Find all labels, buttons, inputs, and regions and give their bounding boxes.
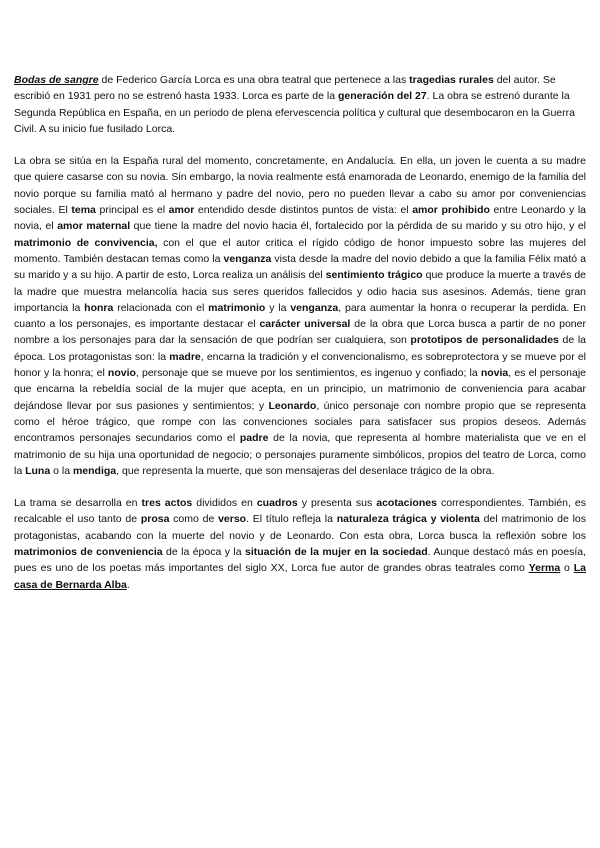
text-run: relacionada con el [113, 301, 209, 314]
bold-term: naturaleza trágica y violenta [336, 513, 480, 526]
bold-term: matrimonios de conveniencia [14, 546, 163, 559]
bold-term: Leonardo [268, 399, 317, 412]
paragraph-intro [14, 72, 586, 137]
paragraph-summary [14, 153, 586, 479]
text-run: con el que el autor critica el rígido código de honor impuesto sobre las mujeres del momento. También destacan temas como la [14, 236, 586, 265]
text-run: como de [169, 513, 219, 526]
text-run: de la época y la [162, 546, 245, 559]
text-run: . [126, 578, 130, 591]
text-run: divididos en [192, 497, 257, 510]
text-run: . La obra se estrenó durante la Segunda República en España, en un periodo de plena efervescencia política y cultural que desembocaron en la Guerra Civil. A su inicio fue fusilado Lorca. [14, 90, 575, 135]
bold-term: prototipos de personalidades [410, 334, 559, 347]
paragraph-structure [14, 495, 586, 593]
bold-term: situación de la mujer en la sociedad [244, 546, 428, 559]
work-title: Bodas de sangre [14, 74, 99, 86]
text-run: del autor. Se escribió en 1931 pero no se estrenó hasta 1933. Lorca es parte de la [14, 74, 556, 103]
bold-term: cuadros [256, 497, 298, 510]
bold-term: venganza [223, 252, 272, 265]
bold-term: matrimonio de convivencia, [14, 236, 158, 249]
bold-term: tres actos [141, 497, 193, 510]
bold-term: generación del 27 [337, 90, 427, 103]
text-run: y la [265, 301, 291, 314]
text-run: . Aunque destacó más en poesía, pues es uno de los poetas más importantes del siglo XX, Lorca fue autor de grandes obras teatrales como [14, 546, 586, 575]
bold-term: prosa [140, 513, 170, 526]
text-run: principal es el [95, 204, 169, 217]
text-run: y presenta sus [297, 497, 377, 510]
bold-term: padre [239, 432, 269, 445]
text-run: o [560, 562, 574, 575]
text-run: vista desde la madre del novio debido a que la familia Félix mató a su marido y a su hijo. A partir de esto, Lorca realiza un análisis del [14, 252, 586, 282]
text-run: , encarna la tradición y el convencionalismo, es sobreprotectora y se mueve por el honor y la honra; el [14, 350, 587, 380]
text-run: , que representa la muerte, que son mensajeras del desenlace trágico de la obra. [116, 464, 495, 477]
bold-term: Luna [25, 464, 51, 477]
text-run: La trama se desarrolla en [14, 497, 142, 510]
text-run: entre Leonardo y la novia, el [14, 204, 586, 233]
bold-term: tragedias rurales [409, 74, 494, 86]
text-run: de la novia, que representa al hombre materialista que ve en el matrimonio de su hija una oportunidad de negocio; o personajes puramente simbólicos, propios del teatro de Lorca, como la [14, 432, 586, 477]
bold-term: amor [168, 204, 195, 217]
bold-term: venganza [290, 301, 339, 314]
text-run: o la [50, 464, 73, 477]
bold-term: matrimonio [208, 301, 266, 314]
work-title-reference: La casa de Bernarda Alba [14, 562, 586, 591]
bold-term: novio [107, 367, 136, 380]
bold-term: novia [480, 367, 509, 380]
bold-term: mendiga [72, 464, 117, 477]
text-run: entendido desde distintos puntos de vista: el [194, 204, 413, 217]
bold-term: honra [84, 301, 114, 314]
text-run: . El título refleja la [246, 513, 337, 526]
text-run: , es el personaje que encarna la rebeldía social de la mujer que acepta, en un principio, un matrimonio de conveniencia para acabar dejándose llevar por sus pasiones y sentimientos; y [14, 367, 586, 412]
text-run: La obra se sitúa en la España rural del momento, concretamente, en Andalucía. En ella, un joven le cuenta a su madre que quiere casarse con su novia. Sin embargo, la novia realmente está enamorada de Leonardo, enemigo de la familia del novio porque su familia mató al hermano y padre del novio, pero no pueden llevar a cabo su amor por conveniencias sociales. El [14, 155, 586, 217]
document-body [14, 72, 586, 609]
work-title-reference: Yerma [528, 562, 561, 575]
text-run: que tiene la madre del novio hacia él, fortalecido por la pérdida de su marido y su otro hijo, y el [130, 220, 586, 233]
bold-term: acotaciones [376, 497, 437, 510]
text-run: , personaje que se mueve por los sentimientos, es ingenuo y confiado; la [135, 367, 481, 380]
bold-term: verso [218, 513, 247, 526]
text-run: de Federico García Lorca es una obra teatral que pertenece a las [98, 74, 410, 86]
bold-term: tema [71, 204, 96, 217]
text-run: , para aumentar la honra o recuperar la perdida. En cuanto a los personajes, es importante destacar el [14, 301, 586, 331]
text-run: correspondientes. También, es recalcable el uso tanto de [14, 497, 586, 526]
text-run: del matrimonio de los protagonistas, acabando con la muerte del novio y de Leonardo. Con esta obra, Lorca busca la reflexión sobre los [14, 513, 587, 542]
text-run: de la época. Los protagonistas son: la [14, 334, 586, 363]
text-run: de la obra que Lorca busca a partir de no poner nombre a los personajes para dar la sensación de que podrían ser cualquiera, son [14, 318, 586, 347]
bold-term: amor maternal [57, 220, 131, 233]
text-run: , único personaje con nombre propio que se representa como el héroe trágico, que rompe con las convenciones sociales para satisfacer sus propios deseos. Además encontramos personajes secundarios como el [14, 399, 586, 445]
bold-term: carácter universal [259, 318, 351, 331]
bold-term: amor prohibido [412, 204, 490, 217]
text-run: que produce la muerte a través de la madre que muestra melancolía hacia sus seres queridos fallecidos y odio hacia sus asesinos. Además, tiene gran importancia la [14, 269, 586, 314]
bold-term: madre [169, 350, 201, 363]
bold-term: sentimiento trágico [325, 269, 423, 282]
